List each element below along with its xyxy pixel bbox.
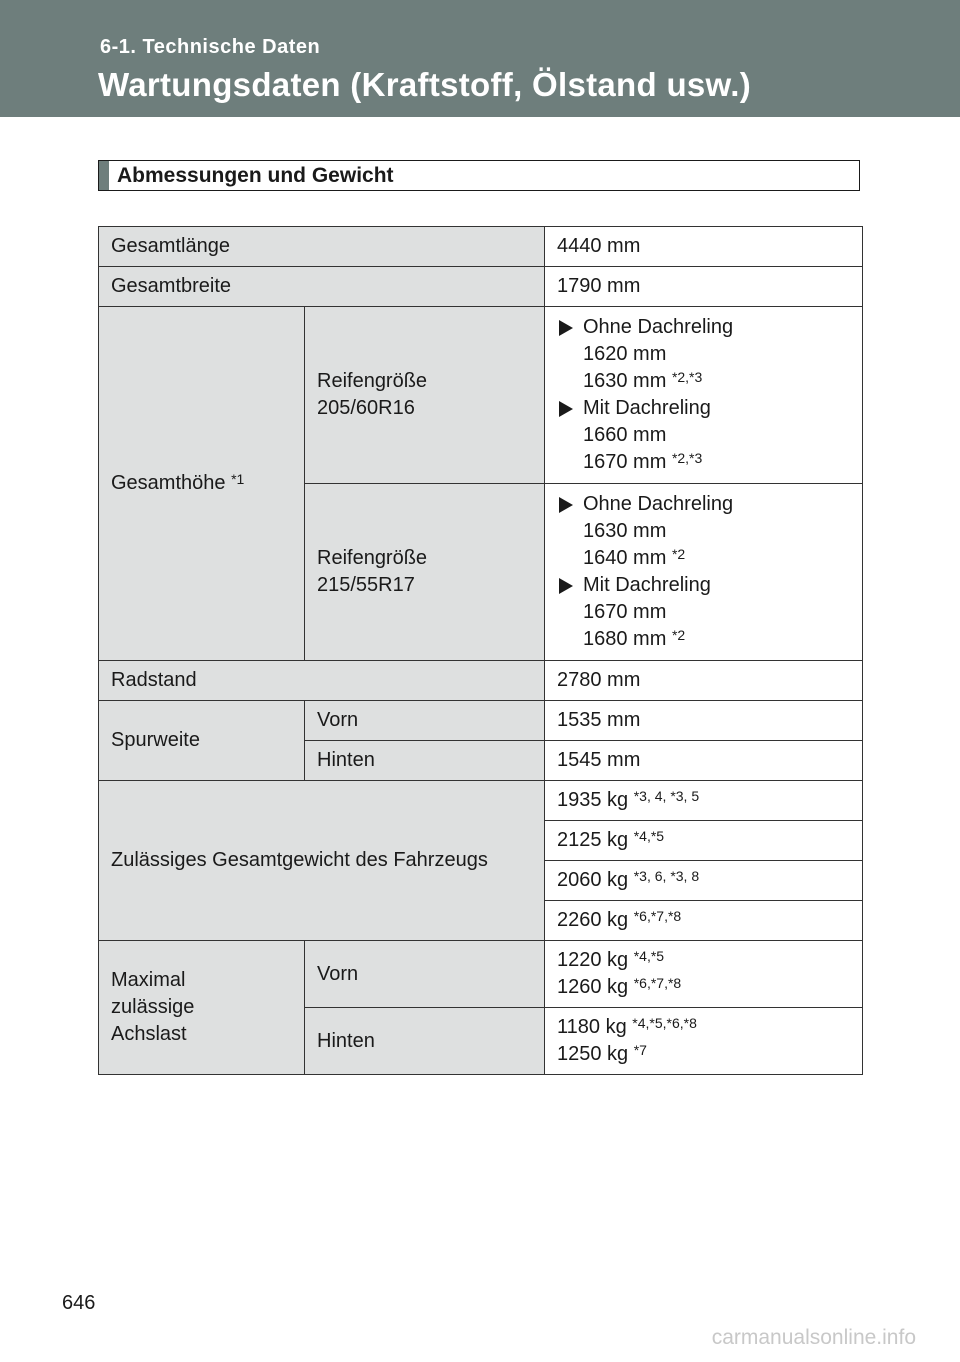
footnote-marker: *6,*7,*8 (633, 908, 682, 924)
row-label: Gesamtbreite (99, 267, 545, 307)
height-value-text: 1680 mm (583, 628, 667, 650)
axle-load-value (557, 1041, 850, 1068)
section-title: 6-1. Technische Daten (100, 36, 321, 58)
row-label: Radstand (99, 661, 545, 701)
specifications-table (98, 226, 863, 1075)
watermark: carmanualsonline.info (711, 1326, 916, 1349)
height-value: 1620 mm (583, 343, 667, 365)
page-header (0, 0, 960, 117)
height-values (545, 484, 863, 661)
subheading-accent-bar (99, 161, 109, 190)
row-value: 1545 mm (545, 741, 863, 781)
height-value (557, 449, 850, 476)
height-value (557, 368, 850, 395)
footnote-marker: *2,*3 (671, 369, 703, 385)
row-label (99, 307, 305, 661)
footnote-marker: *3, 6, *3, 8 (633, 868, 700, 884)
table-row (99, 267, 863, 307)
table-row (99, 781, 863, 821)
row-label: Spurweite (99, 701, 305, 781)
weight-value: 1935 kg (557, 789, 629, 811)
height-value: 1630 mm (583, 520, 667, 542)
bullet-title: Ohne Dachreling (583, 493, 734, 515)
page-number: 646 (62, 1292, 96, 1314)
table-row (99, 307, 863, 484)
weight-value: 2260 kg (557, 909, 629, 931)
achslast-label-line: Achslast (111, 1023, 187, 1045)
sub-label: Hinten (305, 1008, 545, 1075)
footnote-marker: *6,*7,*8 (633, 975, 682, 991)
weight-value: 2060 kg (557, 869, 629, 891)
sub-label: Vorn (305, 941, 545, 1008)
triangle-bullet-icon (559, 401, 573, 417)
sub-label: Hinten (305, 741, 545, 781)
tire-size-label (305, 484, 545, 661)
bullet-item (557, 314, 850, 341)
row-label: Gesamtlänge (99, 227, 545, 267)
triangle-bullet-icon (559, 497, 573, 513)
bullet-title: Mit Dachreling (583, 397, 711, 419)
tire-size-value: 215/55R17 (317, 574, 415, 596)
row-value (545, 1008, 863, 1075)
axle-load-value (557, 947, 850, 974)
row-value (545, 941, 863, 1008)
bullet-title: Ohne Dachreling (583, 316, 734, 338)
height-value-text: 1630 mm (583, 370, 667, 392)
row-value: 1535 mm (545, 701, 863, 741)
tire-size-caption: Reifengröße (317, 547, 428, 569)
footnote-marker: *7 (633, 1042, 647, 1058)
table-row (99, 661, 863, 701)
footnote-marker: *4,*5 (633, 828, 665, 844)
row-value (545, 861, 863, 901)
row-value (545, 781, 863, 821)
triangle-bullet-icon (559, 320, 573, 336)
sub-label: Vorn (305, 701, 545, 741)
tire-size-value: 205/60R16 (317, 397, 415, 419)
height-value-text: 1670 mm (583, 451, 667, 473)
gesamthoehe-label: Gesamthöhe (111, 472, 226, 494)
axle-load-text: 1260 kg (557, 976, 629, 998)
height-value-text: 1640 mm (583, 547, 667, 569)
table-row (99, 941, 863, 1008)
row-value: 2780 mm (545, 661, 863, 701)
axle-load-text: 1220 kg (557, 949, 629, 971)
bullet-item (557, 491, 850, 518)
subheading-text: Abmessungen und Gewicht (117, 164, 394, 187)
bullet-item (557, 572, 850, 599)
height-value: 1670 mm (583, 601, 667, 623)
row-value (545, 901, 863, 941)
footnote-marker: *2,*3 (671, 450, 703, 466)
tire-size-label (305, 307, 545, 484)
subheading-box (98, 160, 860, 191)
bullet-title: Mit Dachreling (583, 574, 711, 596)
axle-load-text: 1250 kg (557, 1043, 629, 1065)
bullet-item (557, 395, 850, 422)
row-value (545, 821, 863, 861)
footnote-marker: *1 (231, 471, 245, 487)
achslast-label-line: Maximal (111, 969, 186, 991)
row-label (99, 941, 305, 1075)
axle-load-text: 1180 kg (557, 1016, 627, 1038)
tire-size-caption: Reifengröße (317, 370, 428, 392)
row-value: 4440 mm (545, 227, 863, 267)
table-row (99, 701, 863, 741)
axle-load-value (557, 974, 850, 1001)
footnote-marker: *3, 4, *3, 5 (633, 788, 700, 804)
footnote-marker: *2 (671, 546, 686, 562)
achslast-label-line: zulässige (111, 996, 195, 1018)
footnote-marker: *4,*5 (633, 948, 665, 964)
height-value (557, 545, 850, 572)
weight-value: 2125 kg (557, 829, 629, 851)
table-row (99, 227, 863, 267)
triangle-bullet-icon (559, 578, 573, 594)
height-values (545, 307, 863, 484)
footnote-marker: *2 (671, 627, 686, 643)
page-title: Wartungsdaten (Kraftstoff, Ölstand usw.) (98, 66, 752, 103)
row-label: Zulässiges Gesamtgewicht des Fahrzeugs (99, 781, 545, 941)
height-value: 1660 mm (583, 424, 667, 446)
height-value (557, 626, 850, 653)
row-value: 1790 mm (545, 267, 863, 307)
axle-load-value (557, 1014, 850, 1041)
footnote-marker: *4,*5,*6,*8 (632, 1015, 697, 1031)
